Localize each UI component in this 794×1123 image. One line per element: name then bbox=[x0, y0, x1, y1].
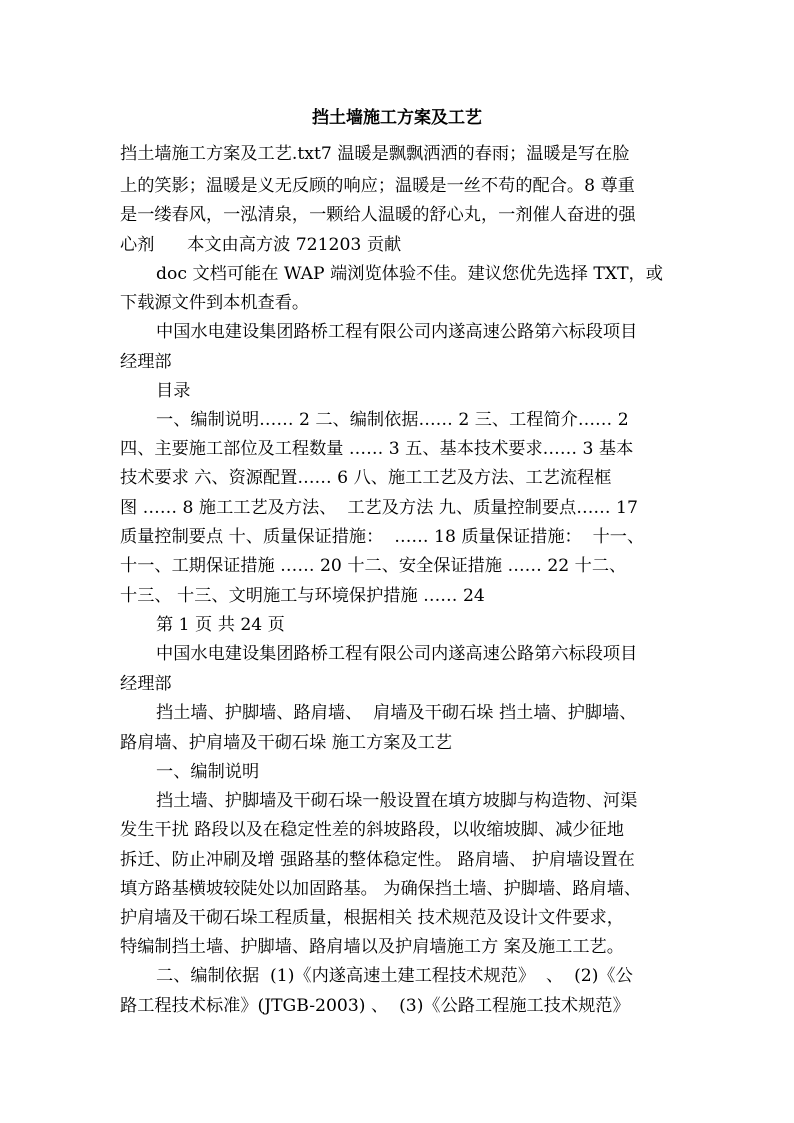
toc-line: 十三、 十三、文明施工与环境保护措施 …… 24 bbox=[120, 586, 485, 606]
text-line: 是一缕春风，一泓清泉，一颗给人温暖的舒心丸，一剂催人奋进的强 bbox=[120, 205, 636, 225]
document-title: 挡土墙施工方案及工艺 bbox=[312, 108, 482, 128]
text-line: 护肩墙及干砌石垛工程质量，根据相关 技术规范及设计文件要求， bbox=[120, 908, 624, 928]
toc-line: 四、主要施工部位及工程数量 …… 3 五、基本技术要求…… 3 基本 bbox=[120, 439, 634, 459]
text-line: 挡土墙、护脚墙及干砌石垛一般设置在填方坡脚与构造物、河渠 bbox=[156, 791, 638, 811]
text-line: 特编制挡土墙、护脚墙、路肩墙以及护肩墙施工方 案及施工工艺。 bbox=[120, 937, 624, 957]
text-line: 经理部 bbox=[120, 674, 172, 694]
toc-heading: 目录 bbox=[156, 381, 191, 401]
toc-line: 图 …… 8 施工工艺及方法、 工艺及方法 九、质量控制要点…… 17 bbox=[120, 498, 638, 518]
text-line: 路工程技术标准》(JTGB-2003) 、 (3)《公路工程施工技术规范》 bbox=[120, 996, 630, 1016]
text-line: 路肩墙、护肩墙及干砌石垛 施工方案及工艺 bbox=[120, 733, 453, 753]
text-line: 上的笑影；温暖是义无反顾的响应；温暖是一丝不苟的配合。8 尊重 bbox=[120, 176, 635, 196]
toc-line: 十一、工期保证措施 …… 20 十二、安全保证措施 …… 22 十二、 bbox=[120, 556, 627, 576]
text-line: 挡土墙施工方案及工艺.txt7 温暖是飘飘洒洒的春雨；温暖是写在脸 bbox=[120, 144, 630, 164]
toc-line: 一、编制说明…… 2 二、编制依据…… 2 三、工程简介…… 2 bbox=[156, 410, 629, 430]
text-line: 挡土墙、护脚墙、路肩墙、 肩墙及干砌石垛 挡土墙、护脚墙、 bbox=[156, 703, 637, 723]
text-line: 下载源文件到本机查看。 bbox=[120, 293, 310, 313]
text-line: 经理部 bbox=[120, 352, 172, 372]
text-line: 填方路基横坡较陡处以加固路基。 为确保挡土墙、护脚墙、路肩墙、 bbox=[120, 879, 642, 899]
toc-line: 技术要求 六、资源配置…… 6 八、施工工艺及方法、工艺流程框 bbox=[120, 468, 612, 488]
text-line: 中国水电建设集团路桥工程有限公司内遂高速公路第六标段项目 bbox=[156, 644, 638, 664]
section-heading: 一、编制说明 bbox=[156, 762, 260, 782]
text-line: 心剂 本文由高方波 721203 贡献 bbox=[120, 235, 402, 255]
text-line: 二、编制依据 (1)《内遂高速土建工程技术规范》 、 (2)《公 bbox=[156, 966, 633, 986]
toc-line: 质量控制要点 十、质量保证措施： …… 18 质量保证措施： 十一、 bbox=[120, 527, 645, 547]
page-number: 第 1 页 共 24 页 bbox=[156, 615, 285, 635]
text-line: doc 文档可能在 WAP 端浏览体验不佳。建议您优先选择 TXT，或 bbox=[156, 264, 663, 284]
text-line: 发生干扰 路段以及在稳定性差的斜坡路段，以收缩坡脚、减少征地 bbox=[120, 820, 624, 840]
text-line: 拆迁、防止冲刷及增 强路基的整体稳定性。 路肩墙、 护肩墙设置在 bbox=[120, 850, 635, 870]
text-line: 中国水电建设集团路桥工程有限公司内遂高速公路第六标段项目 bbox=[156, 322, 638, 342]
